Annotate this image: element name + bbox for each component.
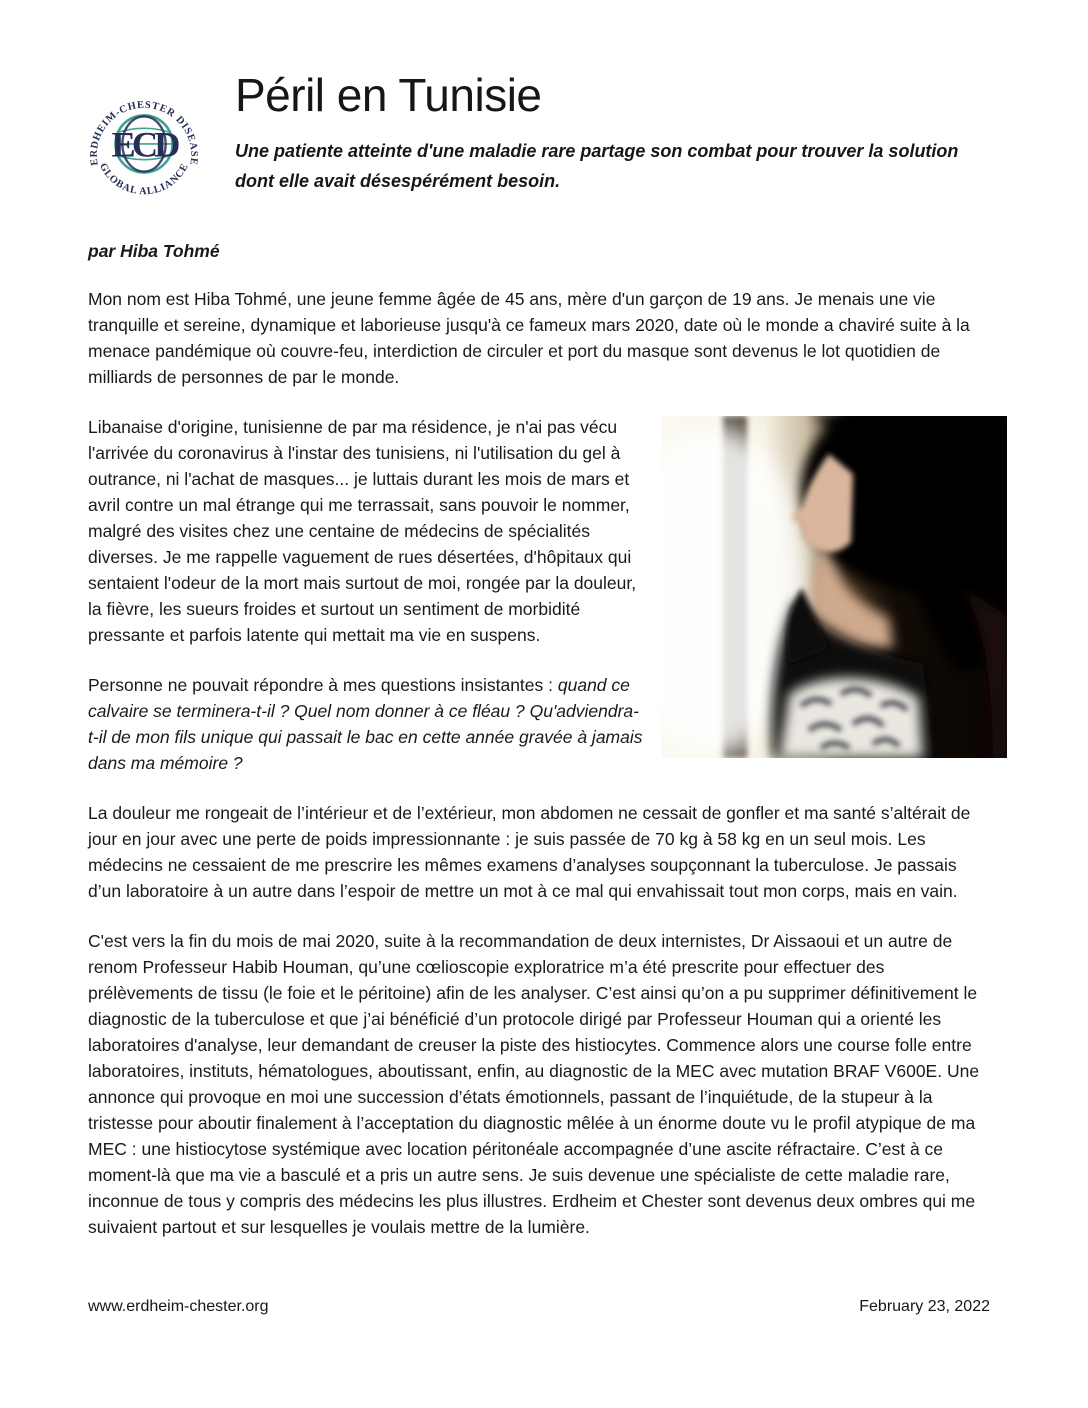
paragraph-3-lead: Personne ne pouvait répondre à mes questions insistantes : [88,675,558,695]
wrapped-text-column [88,414,644,800]
paragraph-4: La douleur me rongeait de l’intérieur et de l’extérieur, mon abdomen ne cessait de gonfler et ma santé s’altérait de jour en jour avec une perte de poids impressionnante : je suis passée de 70 kg à 58 kg en un seul mois. Les médecins ne cessaient de me prescrire les mêmes examens d’analyses soupçonnant la tuberculose. Je passais d’un laboratoire à un autre dans l’espoir de mettre un mot à ce mal qui envahissait tout mon corps, mais en vain. [88,803,971,901]
logo-arc-top-text: ERDHEIM-CHESTER DISEASE [88,99,200,167]
page-title: Péril en Tunisie [235,69,542,121]
document-header [85,68,992,207]
footer-date: February 23, 2022 [859,1298,990,1315]
page-subtitle: Une patiente atteinte d'une maladie rare partage son combat pour trouver la solution dont elle avait désespérément besoin. [235,140,959,191]
article-body [88,238,990,1264]
paragraph-3-italic: quand ce calvaire se terminera-t-il ? Quel nom donner à ce fléau ? Qu'adviendra-t-il de mon fils unique qui passait le bac en cette année gravée à jamais dans ma mémoire ? [88,675,643,773]
paragraph-5: C'est vers la fin du mois de mai 2020, suite à la recommandation de deux internistes, Dr Aissaoui et un autre de renom Professeur Habib Houman, qu’une cœlioscopie exploratrice m’a été prescrite pour effectuer des prélèvements de tissu (le foie et le péritoine) afin de les analyser. C’est ainsi qu’on a pu supprimer définitivement le diagnostic de la tuberculose et que j’ai bénéficié d’un protocole dirigé par Professeur Houman qui a orienté les laboratoires d'analyse, leur demandant de creuser la piste des histiocytes. Commence alors une course folle entre laboratoires, instituts, hématologues, aboutissant, enfin, au diagnostic de la MEC avec mutation BRAF V600E. Une annonce qui provoque en moi une succession d’états émotionnels, passant de l’inquiétude, de la stupeur à la tristesse pour aboutir finalement à l’acceptation du diagnostic mêlée à un énorme doute vu le profil atypique de ma MEC : une histiocytose systémique avec location péritonéale accompagnée d’une ascite réfractaire. C’est à ce moment-là que ma vie a basculé et a pris un autre sens. Je suis devenue une spécialiste de cette maladie rare, inconnue de tous y compris des médecins les plus illustres. Erdheim et Chester sont devenus deux ombres qui me suivaient partout et sur lesquelles je voulais mettre de la lumière. [88,931,980,1237]
logo-monogram: ECD [111,124,177,165]
paragraph-3 [88,672,644,776]
byline: par Hiba Tohmé [88,241,220,261]
document-footer [88,1298,990,1316]
ecd-global-alliance-logo-icon [85,82,203,207]
portrait-photo [661,416,1007,758]
footer-website: www.erdheim-chester.org [88,1298,269,1315]
text-photo-row [88,414,990,800]
paragraph-1: Mon nom est Hiba Tohmé, une jeune femme âgée de 45 ans, mère d'un garçon de 19 ans. Je menais une vie tranquille et sereine, dynamique et laborieuse jusqu'à ce fameux mars 2020, date où le monde a chaviré suite à la menace pandémique où couvre-feu, interdiction de circuler et port du masque sont devenus le lot quotidien de milliards de personnes de par le monde. [88,289,970,387]
logo-arc-bottom-text: GLOBAL ALLIANCE [96,161,192,198]
title-block [235,68,990,196]
paragraph-2: Libanaise d'origine, tunisienne de par ma résidence, je n'ai pas vécu l'arrivée du coronavirus à l'instar des tunisiens, ni l'utilisation du gel à outrance, ni l'achat de masques... je luttais durant les mois de mars et avril contre un mal étrange qui me terrassait, sans pouvoir le nommer, malgré des visites chez une centaine de médecins de spécialités diverses. Je me rappelle vaguement de rues désertées, d'hôpitaux qui sentaient l'odeur de la mort mais surtout de moi, rongée par la douleur, la fièvre, les sueurs froides et surtout un sentiment de morbidité pressante et parfois latente qui mettait ma vie en suspens. [88,417,637,645]
